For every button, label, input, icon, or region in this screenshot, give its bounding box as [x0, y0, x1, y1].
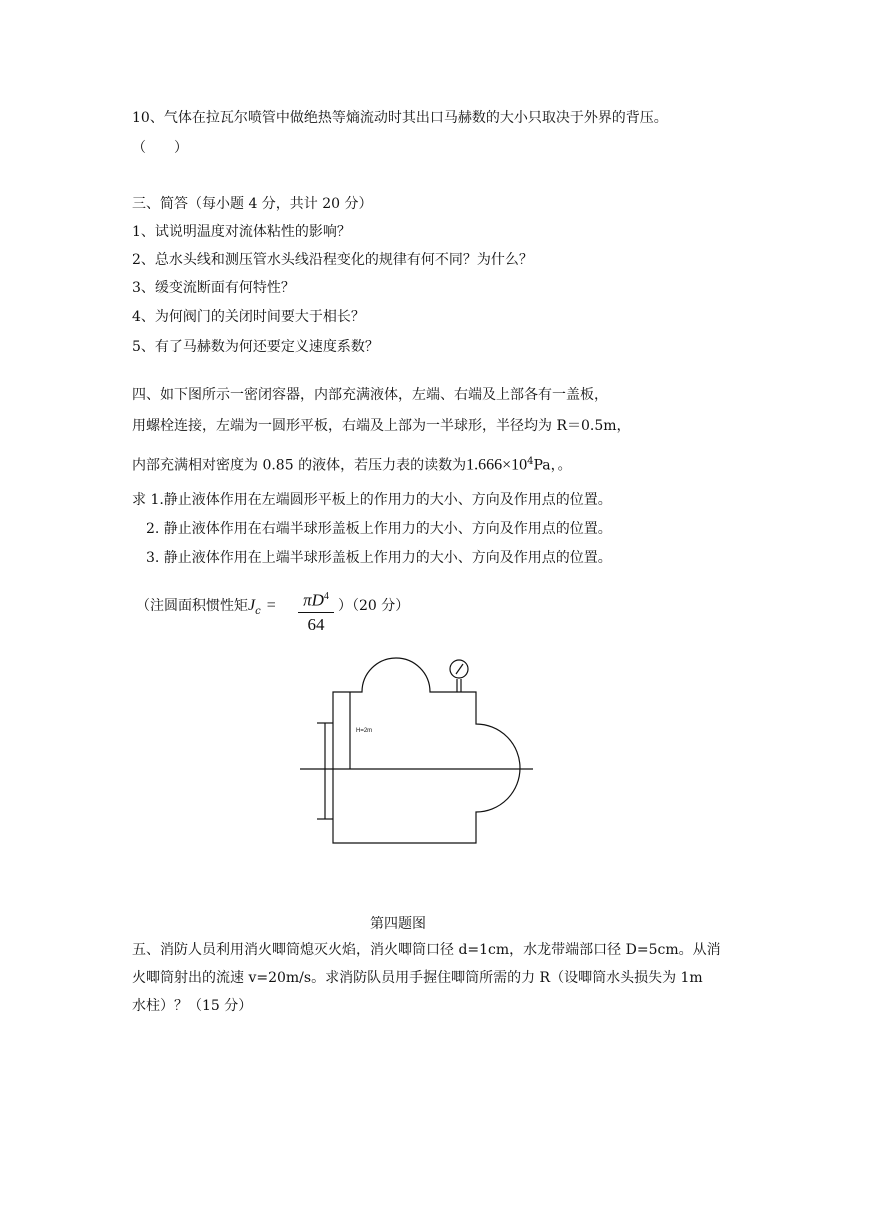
- section5-line-1: 五、消防人员利用消火唧筒熄灭火焰，消火唧筒口径 d=1cm，水龙带端部口径 D=5cm。从消: [132, 942, 721, 958]
- note-symbol: J: [248, 597, 256, 614]
- formula-numerator: [296, 586, 336, 612]
- pressure-reading-unit: Pa，。: [533, 457, 572, 474]
- section3-item-2: 2、总水头线和测压管水头线沿程变化的规律有何不同？为什么？: [132, 252, 533, 268]
- section4-line-3: [132, 452, 572, 476]
- section4-note-prefix: [136, 596, 276, 622]
- section4-line-3-text: 内部充满相对密度为 0.85 的液体，若压力表的读数为: [132, 457, 467, 474]
- note-text: （注圆面积惯性矩: [136, 598, 248, 614]
- formula-denominator: 64: [307, 614, 325, 634]
- pressure-reading-exponent: 4: [527, 456, 534, 467]
- section3-item-5: 5、有了马赫数为何还要定义速度系数？: [132, 339, 379, 355]
- numerator-text: πD: [303, 590, 324, 610]
- q10-text: 10、气体在拉瓦尔喷管中做绝热等熵流动时其出口马赫数的大小只取决于外界的背压。: [132, 110, 668, 126]
- figure-caption: 第四题图: [370, 916, 426, 932]
- height-label: H=2m: [356, 728, 373, 734]
- numerator-exponent: 4: [323, 591, 329, 602]
- section5-line-2: 火唧筒射出的流速 v=20m/s。求消防队员用手握住唧筒所需的力 R（设唧筒水头损失为 1m: [132, 970, 703, 986]
- note-equals: =: [266, 597, 276, 614]
- note-subscript: c: [255, 605, 261, 617]
- container-outline: [333, 658, 520, 843]
- section4-requirement-2: 2. 静止液体作用在右端半球形盖板上作用力的大小、方向及作用点的位置。: [146, 521, 612, 537]
- section5-line-3: 水柱）？（15 分）: [132, 998, 253, 1014]
- section4-requirement-1: 求 1.静止液体作用在左端圆形平板上的作用力的大小、方向及作用点的位置。: [132, 492, 612, 508]
- q10-answer-blank: （ ）: [132, 140, 188, 156]
- section4-requirement-3: 3. 静止液体作用在上端半球形盖板上作用力的大小、方向及作用点的位置。: [146, 550, 612, 566]
- pressure-reading-value: 1.666×10: [466, 456, 528, 474]
- container-diagram: [290, 640, 550, 850]
- inertia-formula-fraction: [296, 586, 336, 637]
- section3-heading: 三、简答（每小题 4 分，共计 20 分）: [132, 196, 373, 212]
- section3-item-3: 3、缓变流断面有何特性？: [132, 280, 295, 296]
- section4-line-2: 用螺栓连接，左端为一圆形平板，右端及上部为一半球形，半径均为 R＝0.5m，: [132, 418, 631, 434]
- section4-note-suffix: ）（20 分）: [338, 598, 410, 614]
- gauge-needle: [456, 664, 463, 674]
- section3-item-4: 4、为何阀门的关闭时间要大于相长？: [132, 309, 365, 325]
- section4-line-1: 四、如下图所示一密闭容器，内部充满液体，左端、右端及上部各有一盖板，: [132, 387, 608, 403]
- section3-item-1: 1、试说明温度对流体粘性的影响？: [132, 224, 351, 240]
